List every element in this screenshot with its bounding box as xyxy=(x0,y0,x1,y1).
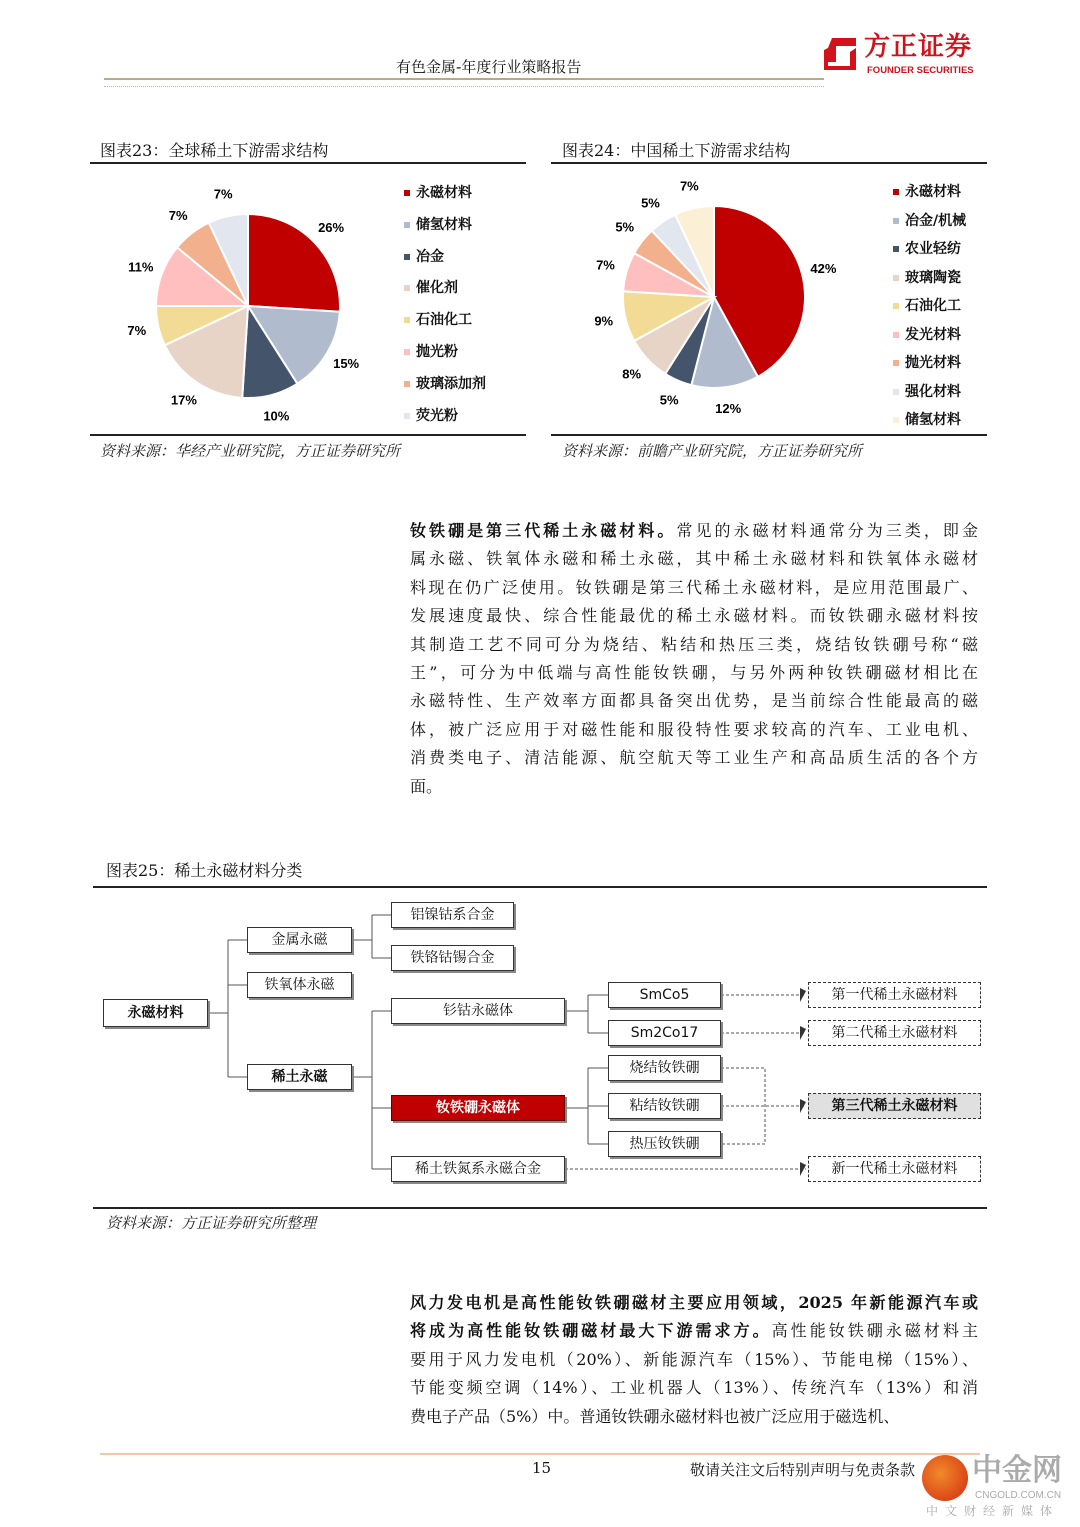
fig25-title: 图表25：稀土永磁材料分类 xyxy=(106,861,303,880)
text-line: 发展速度最快、综合性能最优的稀土永磁材料。而钕铁硼永磁材料按 xyxy=(410,606,978,626)
text-line: 料现在仍广泛使用。钕铁硼是第三代稀土永磁材料，是应用范围最广、 xyxy=(410,577,978,597)
text-line: 永磁特性、生产效率方面都具备突出优势，是当前综合性能最高的磁 xyxy=(410,691,978,711)
pie-data-label: 5% xyxy=(659,392,679,408)
watermark-subtitle: 中文财经新媒体 xyxy=(926,1504,1060,1518)
legend-label: 抛光粉 xyxy=(416,343,458,360)
pie-data-label: 8% xyxy=(622,366,642,382)
fig23-title: 图表23：全球稀土下游需求结构 xyxy=(100,141,329,160)
node-gen2: 第二代稀土永磁材料 xyxy=(808,1020,981,1046)
node-root: 永磁材料 xyxy=(103,999,208,1027)
fig25-bottom-rule xyxy=(93,1207,987,1209)
legend-label: 永磁材料 xyxy=(905,184,961,200)
text-line: 王”，可分为中低端与高性能钕铁硼，与另外两种钕铁硼磁材相比在 xyxy=(410,662,978,682)
logo-subtext: FOUNDER SECURITIES xyxy=(867,65,974,76)
node-smco: 钐钴永磁体 xyxy=(391,998,565,1024)
node-gen1: 第一代稀土永磁材料 xyxy=(808,982,981,1008)
fig23-source: 资料来源：华经产业研究院，方正证券研究所 xyxy=(100,442,401,460)
node-metal: 金属永磁 xyxy=(247,927,352,953)
node-sintered: 烧结钕铁硼 xyxy=(608,1055,721,1081)
legend-label: 玻璃陶瓷 xyxy=(905,269,961,286)
node-ndfeb: 钕铁硼永磁体 xyxy=(391,1095,565,1121)
text-line: 要用于风力发电机（20%）、新能源汽车（15%）、节能电梯（15%）、 xyxy=(410,1349,978,1369)
node-refen: 稀土铁氮系永磁合金 xyxy=(391,1156,565,1182)
page-number: 15 xyxy=(532,1459,552,1477)
text-line: 消费类电子、清洁能源、航空航天等工业生产和高品质生活的各个方 xyxy=(410,748,978,768)
legend-label: 强化材料 xyxy=(905,383,961,400)
pie-data-label: 7% xyxy=(213,186,233,202)
body-paragraph-wind xyxy=(410,1289,978,1431)
pie-data-label: 9% xyxy=(594,313,614,329)
legend-label: 石油化工 xyxy=(416,312,472,329)
text-line: 体，被广泛应用于对磁性能和服役特性要求较高的汽车、工业电机、 xyxy=(410,719,978,739)
legend-label: 催化剂 xyxy=(416,280,458,297)
pie-data-label: 10% xyxy=(263,408,290,424)
pie-data-label: 7% xyxy=(127,322,147,338)
node-gennew: 新一代稀土永磁材料 xyxy=(808,1156,981,1182)
node-smco5: SmCo5 xyxy=(608,982,721,1008)
legend-label: 石油化工 xyxy=(905,298,961,314)
legend-label: 储氢材料 xyxy=(416,216,472,233)
fig24-source: 资料来源：前瞻产业研究院，方正证券研究所 xyxy=(562,442,863,460)
legend-label: 玻璃添加剂 xyxy=(416,375,486,392)
legend-label: 发光材料 xyxy=(905,326,961,343)
pie-data-label: 17% xyxy=(170,392,197,408)
pie-data-label: 11% xyxy=(128,259,154,275)
pie-data-label: 7% xyxy=(168,207,188,223)
legend-label: 永磁材料 xyxy=(416,185,472,201)
node-gen3: 第三代稀土永磁材料 xyxy=(808,1093,981,1119)
pie-data-label: 12% xyxy=(715,401,742,417)
node-fecrco: 铁铬钴锡合金 xyxy=(391,945,514,971)
legend-label: 农业轻纺 xyxy=(905,241,961,257)
legend-label: 冶金/机械 xyxy=(905,212,967,229)
node-ferrite: 铁氧体永磁 xyxy=(247,972,352,998)
pie-data-label: 26% xyxy=(318,219,345,235)
legend-label: 冶金 xyxy=(416,248,444,265)
node-hotpress: 热压钕铁硼 xyxy=(608,1131,721,1157)
watermark-url: CNGOLD.COM.CN xyxy=(975,1490,1062,1501)
legend-label: 抛光材料 xyxy=(905,355,961,371)
node-sm2co17: Sm2Co17 xyxy=(608,1020,721,1046)
text-line: 钕铁硼是第三代稀土永磁材料。常见的永磁材料通常分为三类，即金 xyxy=(410,521,978,540)
text-line: 将成为高性能钕铁硼磁材最大下游需求方。高性能钕铁硼永磁材料主 xyxy=(410,1321,978,1341)
header-title: 有色金属-年度行业策略报告 xyxy=(396,58,582,76)
node-bonded: 粘结钕铁硼 xyxy=(608,1093,721,1119)
fig25-source: 资料来源：方正证券研究所整理 xyxy=(106,1214,317,1232)
text-line: 费电子产品（5%）中。普通钕铁硼永磁材料也被广泛应用于磁选机、 xyxy=(410,1406,900,1426)
text-line: 属永磁、铁氧体永磁和稀土永磁，其中稀土永磁材料和铁氧体永磁材 xyxy=(410,549,978,569)
pie-data-label: 7% xyxy=(596,257,615,273)
pie-data-label: 5% xyxy=(641,195,660,211)
text-line: 风力发电机是高性能钕铁硼磁材主要应用领域，2025 年新能源汽车或 xyxy=(410,1293,978,1312)
text-line: 面。 xyxy=(410,776,443,796)
watermark-logo-icon xyxy=(922,1455,968,1501)
pie-data-label: 42% xyxy=(810,260,837,276)
pie-data-label: 5% xyxy=(615,219,635,235)
watermark-text: 中金网 xyxy=(972,1453,1062,1488)
pie-data-label: 7% xyxy=(679,178,699,194)
node-rare-earth: 稀土永磁 xyxy=(247,1064,352,1090)
logo-text: 方正证券 xyxy=(864,32,973,62)
legend-label: 荧光粉 xyxy=(416,407,458,424)
text-line: 节能变频空调（14%）、工业机器人（13%）、传统汽车（13%）和消 xyxy=(410,1378,978,1398)
footer-disclaimer: 敬请关注文后特别声明与免责条款 xyxy=(690,1461,916,1479)
footer-rule xyxy=(100,1453,980,1455)
node-alnico: 铝镍钴系合金 xyxy=(391,902,514,928)
fig24-title: 图表24：中国稀土下游需求结构 xyxy=(562,141,791,160)
pie-data-label: 15% xyxy=(333,356,360,372)
legend-label: 储氢材料 xyxy=(905,412,961,428)
text-line: 其制造工艺不同可分为烧结、粘结和热压三类，烧结钕铁硼号称“磁 xyxy=(410,634,978,654)
